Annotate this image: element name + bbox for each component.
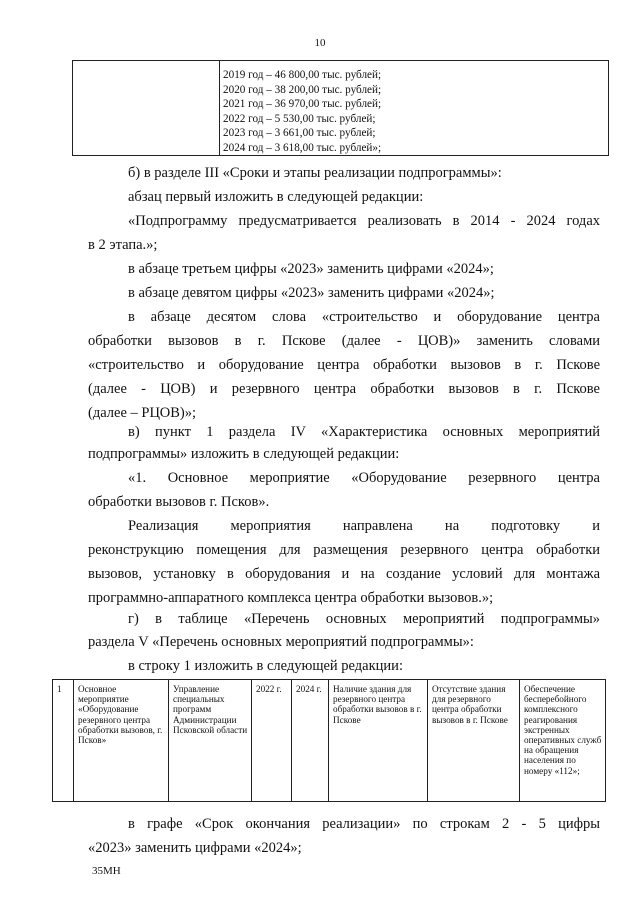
paragraph-line: обработки вызовов г. Псков». <box>88 494 270 510</box>
paragraph-line: «Подпрограмму предусматривается реализовать в 2014 - 2024 годах <box>128 213 600 229</box>
paragraph-line: подпрограммы» изложить в следующей редакции: <box>88 446 400 462</box>
paragraph-line: (далее - ЦОВ) и резервного центра обработки вызовов в г. Пскове <box>88 381 600 397</box>
paragraph-line: в строку 1 изложить в следующей редакции: <box>128 658 403 674</box>
page-number: 10 <box>314 37 326 49</box>
cell-activity: Основное мероприятие «Оборудование резервного центра обработки вызовов, г. Псков» <box>73 680 168 801</box>
cell-start-year: 2022 г. <box>251 680 291 801</box>
paragraph-line: «2023» заменить цифрами «2024»; <box>88 840 302 856</box>
activity-row-table <box>52 679 606 802</box>
funding-lines <box>223 68 381 156</box>
paragraph-line: реконструкцию помещения для размещения резервного центра обработки <box>88 542 600 558</box>
cell-consequences: Отсутствие здания для резервного центра обработки вызовов в г. Пскове <box>427 680 519 801</box>
funding-line: 2021 год – 36 970,00 тыс. рублей; <box>223 98 382 111</box>
funding-line: 2020 год – 38 200,00 тыс. рублей; <box>223 83 382 96</box>
cell-expected-result: Наличие здания для резервного центра обработки вызовов в г. Пскове <box>328 680 427 801</box>
paragraph-line: вызовов, установку в оборудования и на создание условий для монтажа <box>88 566 600 582</box>
cell-end-year: 2024 г. <box>291 680 328 801</box>
cell-executor: Управление специальных программ Администрации Псковской области <box>168 680 251 801</box>
cell-number: 1 <box>57 684 62 694</box>
paragraph-line: в абзаце третьем цифры «2023» заменить цифрами «2024»; <box>128 261 494 277</box>
paragraph-line: «строительство и оборудование центра обработки вызовов в г. Пскове <box>88 357 600 373</box>
funding-line: 2022 год – 5 530,00 тыс. рублей; <box>223 112 376 125</box>
table-divider <box>219 61 220 155</box>
funding-table <box>72 60 609 156</box>
paragraph-line: в графе «Срок окончания реализации» по строкам 2 - 5 цифры <box>128 816 600 832</box>
footer-code: 35МН <box>92 865 121 877</box>
paragraph-line: в 2 этапа.»; <box>88 237 158 253</box>
paragraph-line: в абзаце девятом цифры «2023» заменить цифрами «2024»; <box>128 285 495 301</box>
paragraph-line: (далее – РЦОВ)»; <box>88 405 196 421</box>
paragraph-line: в) пункт 1 раздела IV «Характеристика основных мероприятий <box>128 424 600 440</box>
cell-link: Обеспечение бесперебойного комплексного реагирования экстренных оперативных служб на обращения населения по номеру «112»; <box>519 680 605 801</box>
paragraph-line: программно-аппаратного комплекса центра обработки вызовов.»; <box>88 590 494 606</box>
paragraph-line: раздела V «Перечень основных мероприятий подпрограммы»: <box>88 634 474 650</box>
paragraph-line: Реализация мероприятия направлена на подготовку и <box>128 518 600 534</box>
paragraph-line: б) в разделе III «Сроки и этапы реализации подпрограммы»: <box>128 165 502 181</box>
paragraph-line: абзац первый изложить в следующей редакции: <box>128 189 424 205</box>
funding-line: 2019 год – 46 800,00 тыс. рублей; <box>223 69 382 81</box>
paragraph-line: обработки вызовов в г. Пскове (далее - ЦОВ)» заменить словами <box>88 333 600 349</box>
paragraph-line: г) в таблице «Перечень основных мероприятий подпрограммы» <box>128 611 600 627</box>
paragraph-line: «1. Основное мероприятие «Оборудование резервного центра <box>128 470 600 486</box>
funding-line: 2024 год – 3 618,00 тыс. рублей»; <box>223 141 382 154</box>
funding-line: 2023 год – 3 661,00 тыс. рублей; <box>223 127 376 140</box>
paragraph-line: в абзаце десятом слова «строительство и оборудование центра <box>128 309 600 325</box>
